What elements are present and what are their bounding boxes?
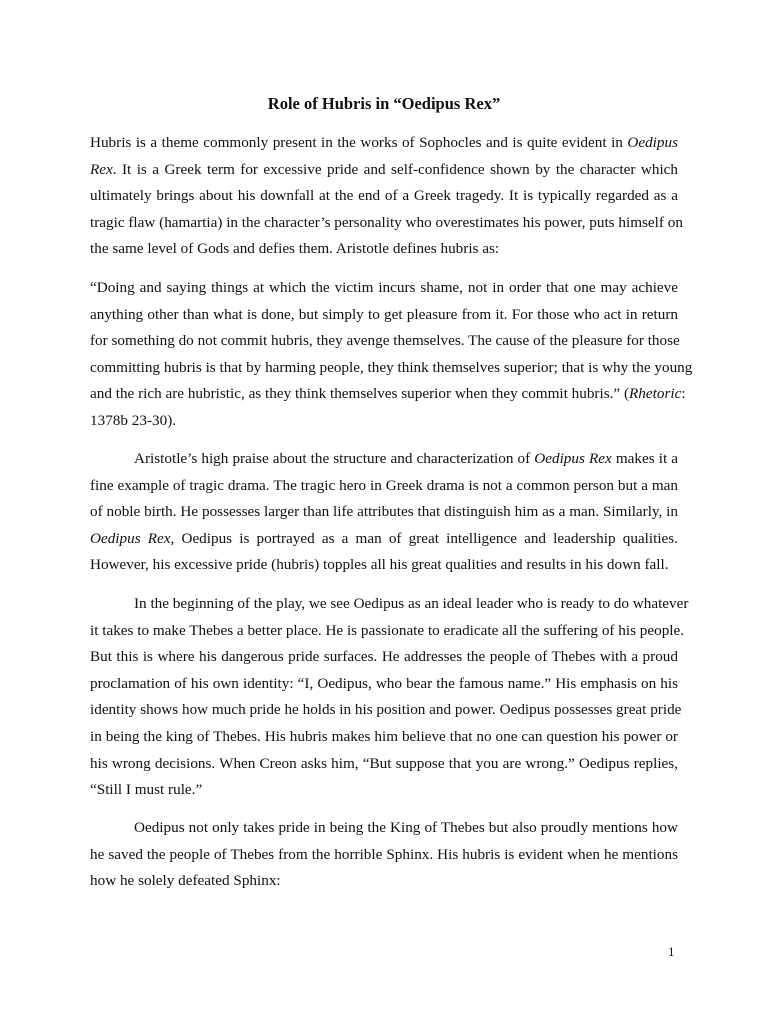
text-line: he saved the people of Thebes from the horrible Sphinx. His hubris is evident when he mentions — [90, 845, 678, 863]
text-line: However, his excessive pride (hubris) topples all his great qualities and results in his down fall. — [90, 556, 669, 574]
text-line: it takes to make Thebes a better place. He is passionate to eradicate all the suffering of his people. — [90, 621, 685, 639]
paragraph-intro — [90, 130, 683, 263]
text-line: anything other than what is done, but simply to get pleasure from it. For those who act in return — [90, 305, 678, 323]
paragraph-aristotle-praise — [90, 446, 678, 579]
text-line: his wrong decisions. When Creon asks him, “But suppose that you are wrong.” Oedipus replies, — [90, 754, 678, 772]
text-line: tragic flaw (hamartia) in the character’s personality who overestimates his power, puts himself on — [90, 213, 683, 231]
text-line: how he solely defeated Sphinx: — [90, 872, 281, 890]
text-line: Hubris is a theme commonly present in the works of Sophocles and is quite evident in Oedipus — [90, 134, 678, 151]
text-line: identity shows how much pride he holds in his position and power. Oedipus possesses great pride — [90, 701, 682, 719]
text-line: Oedipus not only takes pride in being the King of Thebes but also proudly mentions how — [134, 819, 678, 836]
document-title: Role of Hubris in “Oedipus Rex” — [267, 94, 501, 113]
text-line: of noble birth. He possesses larger than life attributes that distinguish him as a man. Similarly, in — [90, 503, 678, 521]
text-line: in being the king of Thebes. His hubris makes him believe that no one can question his power or — [90, 727, 678, 745]
text-line: Oedipus Rex, Oedipus is portrayed as a man of great intelligence and leadership qualities. — [90, 529, 678, 547]
text-line: for something do not commit hubris, they avenge themselves. The cause of the pleasure for those — [90, 332, 680, 350]
text-line: But this is where his dangerous pride surfaces. He addresses the people of Thebes with a proud — [90, 648, 678, 666]
text-line: “Doing and saying things at which the victim incurs shame, not in order that one may achieve — [90, 279, 678, 296]
page-number: 1 — [668, 944, 675, 959]
paragraph-quote — [90, 275, 693, 435]
text-line: “Still I must rule.” — [90, 781, 203, 799]
text-line: ultimately brings about his downfall at the end of a Greek tragedy. It is typically regarded as a — [90, 187, 678, 205]
text-line: Rex. It is a Greek term for excessive pride and self-confidence shown by the character which — [90, 160, 678, 178]
text-line: Aristotle’s high praise about the structure and characterization of Oedipus Rex makes it a — [134, 450, 678, 467]
text-line: committing hubris is that by harming people, they think themselves superior; that is why the young — [90, 358, 693, 376]
text-line: the same level of Gods and defies them. Aristotle defines hubris as: — [90, 240, 500, 258]
text-line: 1378b 23-30). — [90, 411, 177, 429]
text-line: proclamation of his own identity: “I, Oedipus, who bear the famous name.” His emphasis on his — [90, 674, 678, 692]
paragraph-ideal-leader — [90, 591, 689, 804]
text-line: In the beginning of the play, we see Oedipus as an ideal leader who is ready to do whatever — [134, 595, 689, 612]
paragraph-sphinx — [90, 815, 678, 895]
text-line: fine example of tragic drama. The tragic hero in Greek drama is not a common person but a man — [90, 476, 678, 494]
text-line: and the rich are hubristic, as they think themselves superior when they commit hubris.” (Rhetoric: — [90, 385, 686, 403]
